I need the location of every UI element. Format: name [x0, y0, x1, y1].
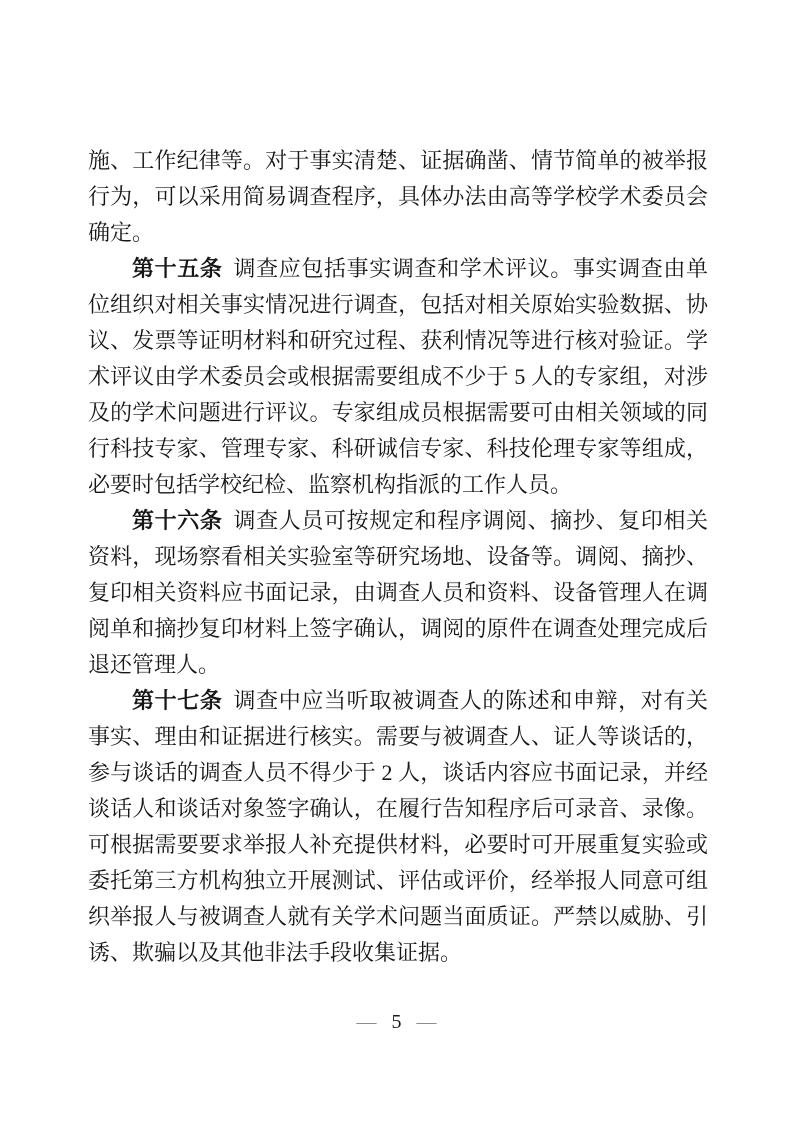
article-number-label: 第十六条 — [132, 508, 223, 533]
paragraph — [88, 683, 708, 971]
document-body — [88, 143, 708, 971]
paragraph — [88, 143, 708, 251]
paragraph — [88, 251, 708, 503]
paragraph-text: 施、工作纪律等。对于事实清楚、证据确凿、情节简单的被举报行为，可以采用简易调查程序，具体办法由高等学校学术委员会确定。 — [88, 148, 708, 245]
paragraph-text: 调查中应当听取被调查人的陈述和申辩，对有关事实、理由和证据进行核实。需要与被调查人、证人等谈话的，参与谈话的调查人员不得少于 2 人，谈话内容应书面记录，并经谈话人和谈话对象签字确认，在履行告知程序后可录音、录像。可根据需要要求举报人补充提供材料，必要时可开展重复实验或委托第三方机构独立开展测试、评估或评价，经举报人同意可组织举报人与被调查人就有关学术问题当面质证。严禁以威胁、引诱、欺骗以及其他非法手段收集证据。 — [88, 688, 708, 965]
page-footer — [0, 1008, 793, 1036]
footer-dash-left: — — [356, 1011, 377, 1033]
article-number-label: 第十七条 — [132, 688, 223, 713]
footer-dash-right: — — [416, 1011, 437, 1033]
paragraph-text: 调查应包括事实调查和学术评议。事实调查由单位组织对相关事实情况进行调查，包括对相关原始实验数据、协议、发票等证明材料和研究过程、获利情况等进行核对验证。学术评议由学术委员会或根据需要组成不少于 5 人的专家组，对涉及的学术问题进行评议。专家组成员根据需要可由相关领域的同行科技专家、管理专家、科研诚信专家、科技伦理专家等组成，必要时包括学校纪检、监察机构指派的工作人员。 — [88, 256, 708, 497]
page-number: 5 — [391, 1011, 402, 1033]
article-number-label: 第十五条 — [132, 256, 223, 281]
paragraph — [88, 503, 708, 683]
paragraph-text: 调查人员可按规定和程序调阅、摘抄、复印相关资料，现场察看相关实验室等研究场地、设备等。调阅、摘抄、复印相关资料应书面记录，由调查人员和资料、设备管理人在调阅单和摘抄复印材料上签字确认，调阅的原件在调查处理完成后退还管理人。 — [88, 508, 708, 677]
